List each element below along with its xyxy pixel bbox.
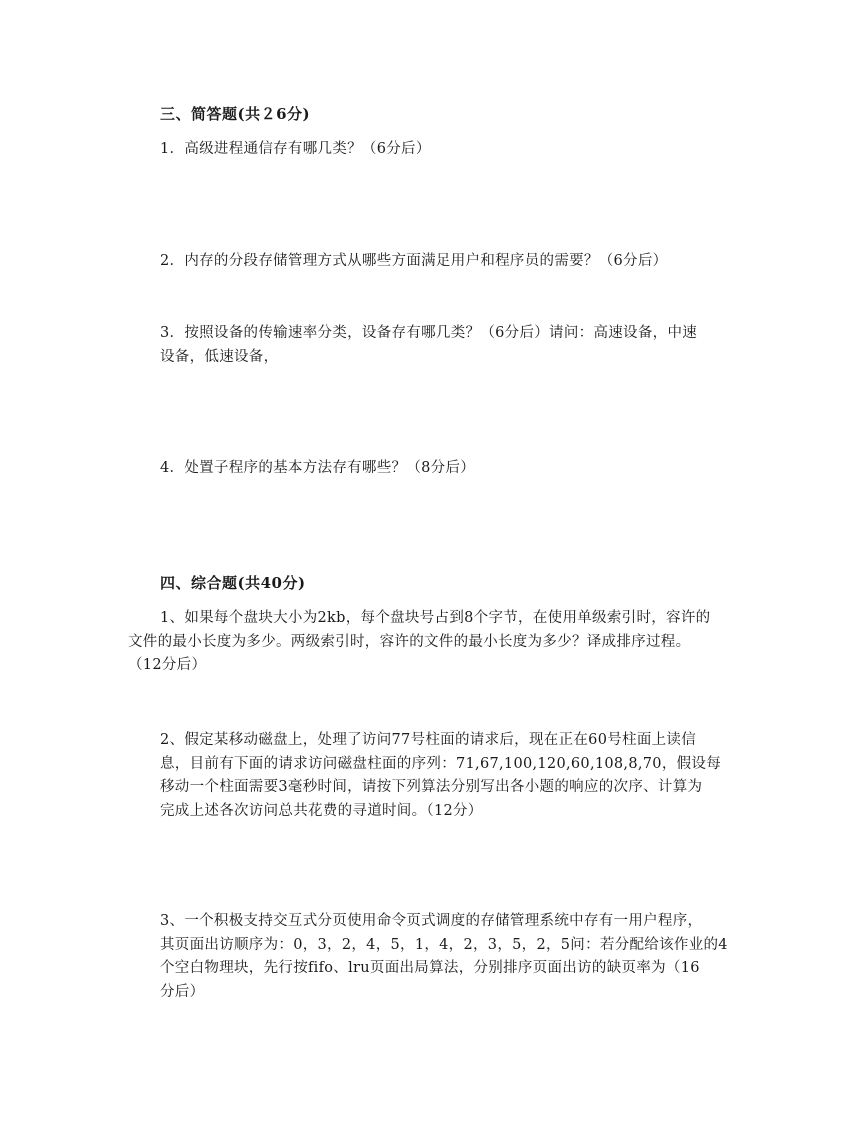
question-line: 设备，低速设备， (160, 348, 279, 365)
question-line: 2、假定某移动磁盘上，处理了访问77号柱面的请求后，现在正在60号柱面上读信 (160, 732, 697, 748)
question-4-1 (128, 607, 710, 678)
question-line: 息，目前有下面的请求访问磁盘柱面的序列：71,67,100,120,60,108,8,70，假设每 (160, 755, 722, 772)
section-heading-comprehensive: 四、综合题(共40分) (160, 574, 306, 592)
question-line: 其页面出访顺序为：0，3，2，4，5，1，4，2，3，5，2，5问：若分配给该作业的4 (160, 936, 728, 953)
question-4-2 (160, 729, 721, 823)
question-line: 完成上述各次访问总共花费的寻道时间。（12分） (160, 802, 483, 819)
question-text: 1．高级进程通信存有哪几类？（6分后） (160, 141, 431, 157)
question-line: 3．按照设备的传输速率分类，设备存有哪几类？（6分后）请问：高速设备，中速 (160, 325, 698, 341)
section-heading-short-answer: 三、简答题(共２6分) (160, 105, 311, 123)
question-4-3 (160, 910, 728, 1004)
question-text: 4．处置子程序的基本方法存有哪些？（8分后） (160, 460, 476, 476)
question-line: （12分后） (128, 657, 207, 673)
question-line: 个空白物理块，先行按fifo、lru页面出局算法，分别排序页面出访的缺页率为（16 (160, 960, 700, 976)
question-line: 分后） (160, 983, 205, 1000)
question-line: 移动一个柱面需要3毫秒时间，请按下列算法分别写出各小题的响应的次序、计算为 (160, 779, 703, 795)
question-line: 1、如果每个盘块大小为2kb，每个盘块号占到8个字节，在使用单级索引时，容许的 (160, 610, 711, 626)
question-text: 2．内存的分段存储管理方式从哪些方面满足用户和程序员的需要？（6分后） (160, 253, 668, 269)
question-3-1 (160, 138, 431, 162)
question-3-2 (160, 250, 667, 274)
question-line: 文件的最小长度为多少。两级索引时，容许的文件的最小长度为多少？译成排序过程。 (128, 633, 691, 650)
question-3-4 (160, 457, 475, 481)
question-3-3 (160, 322, 697, 369)
question-line: 3、一个积极支持交互式分页使用命令页式调度的存储管理系统中存有一用户程序， (160, 913, 703, 929)
